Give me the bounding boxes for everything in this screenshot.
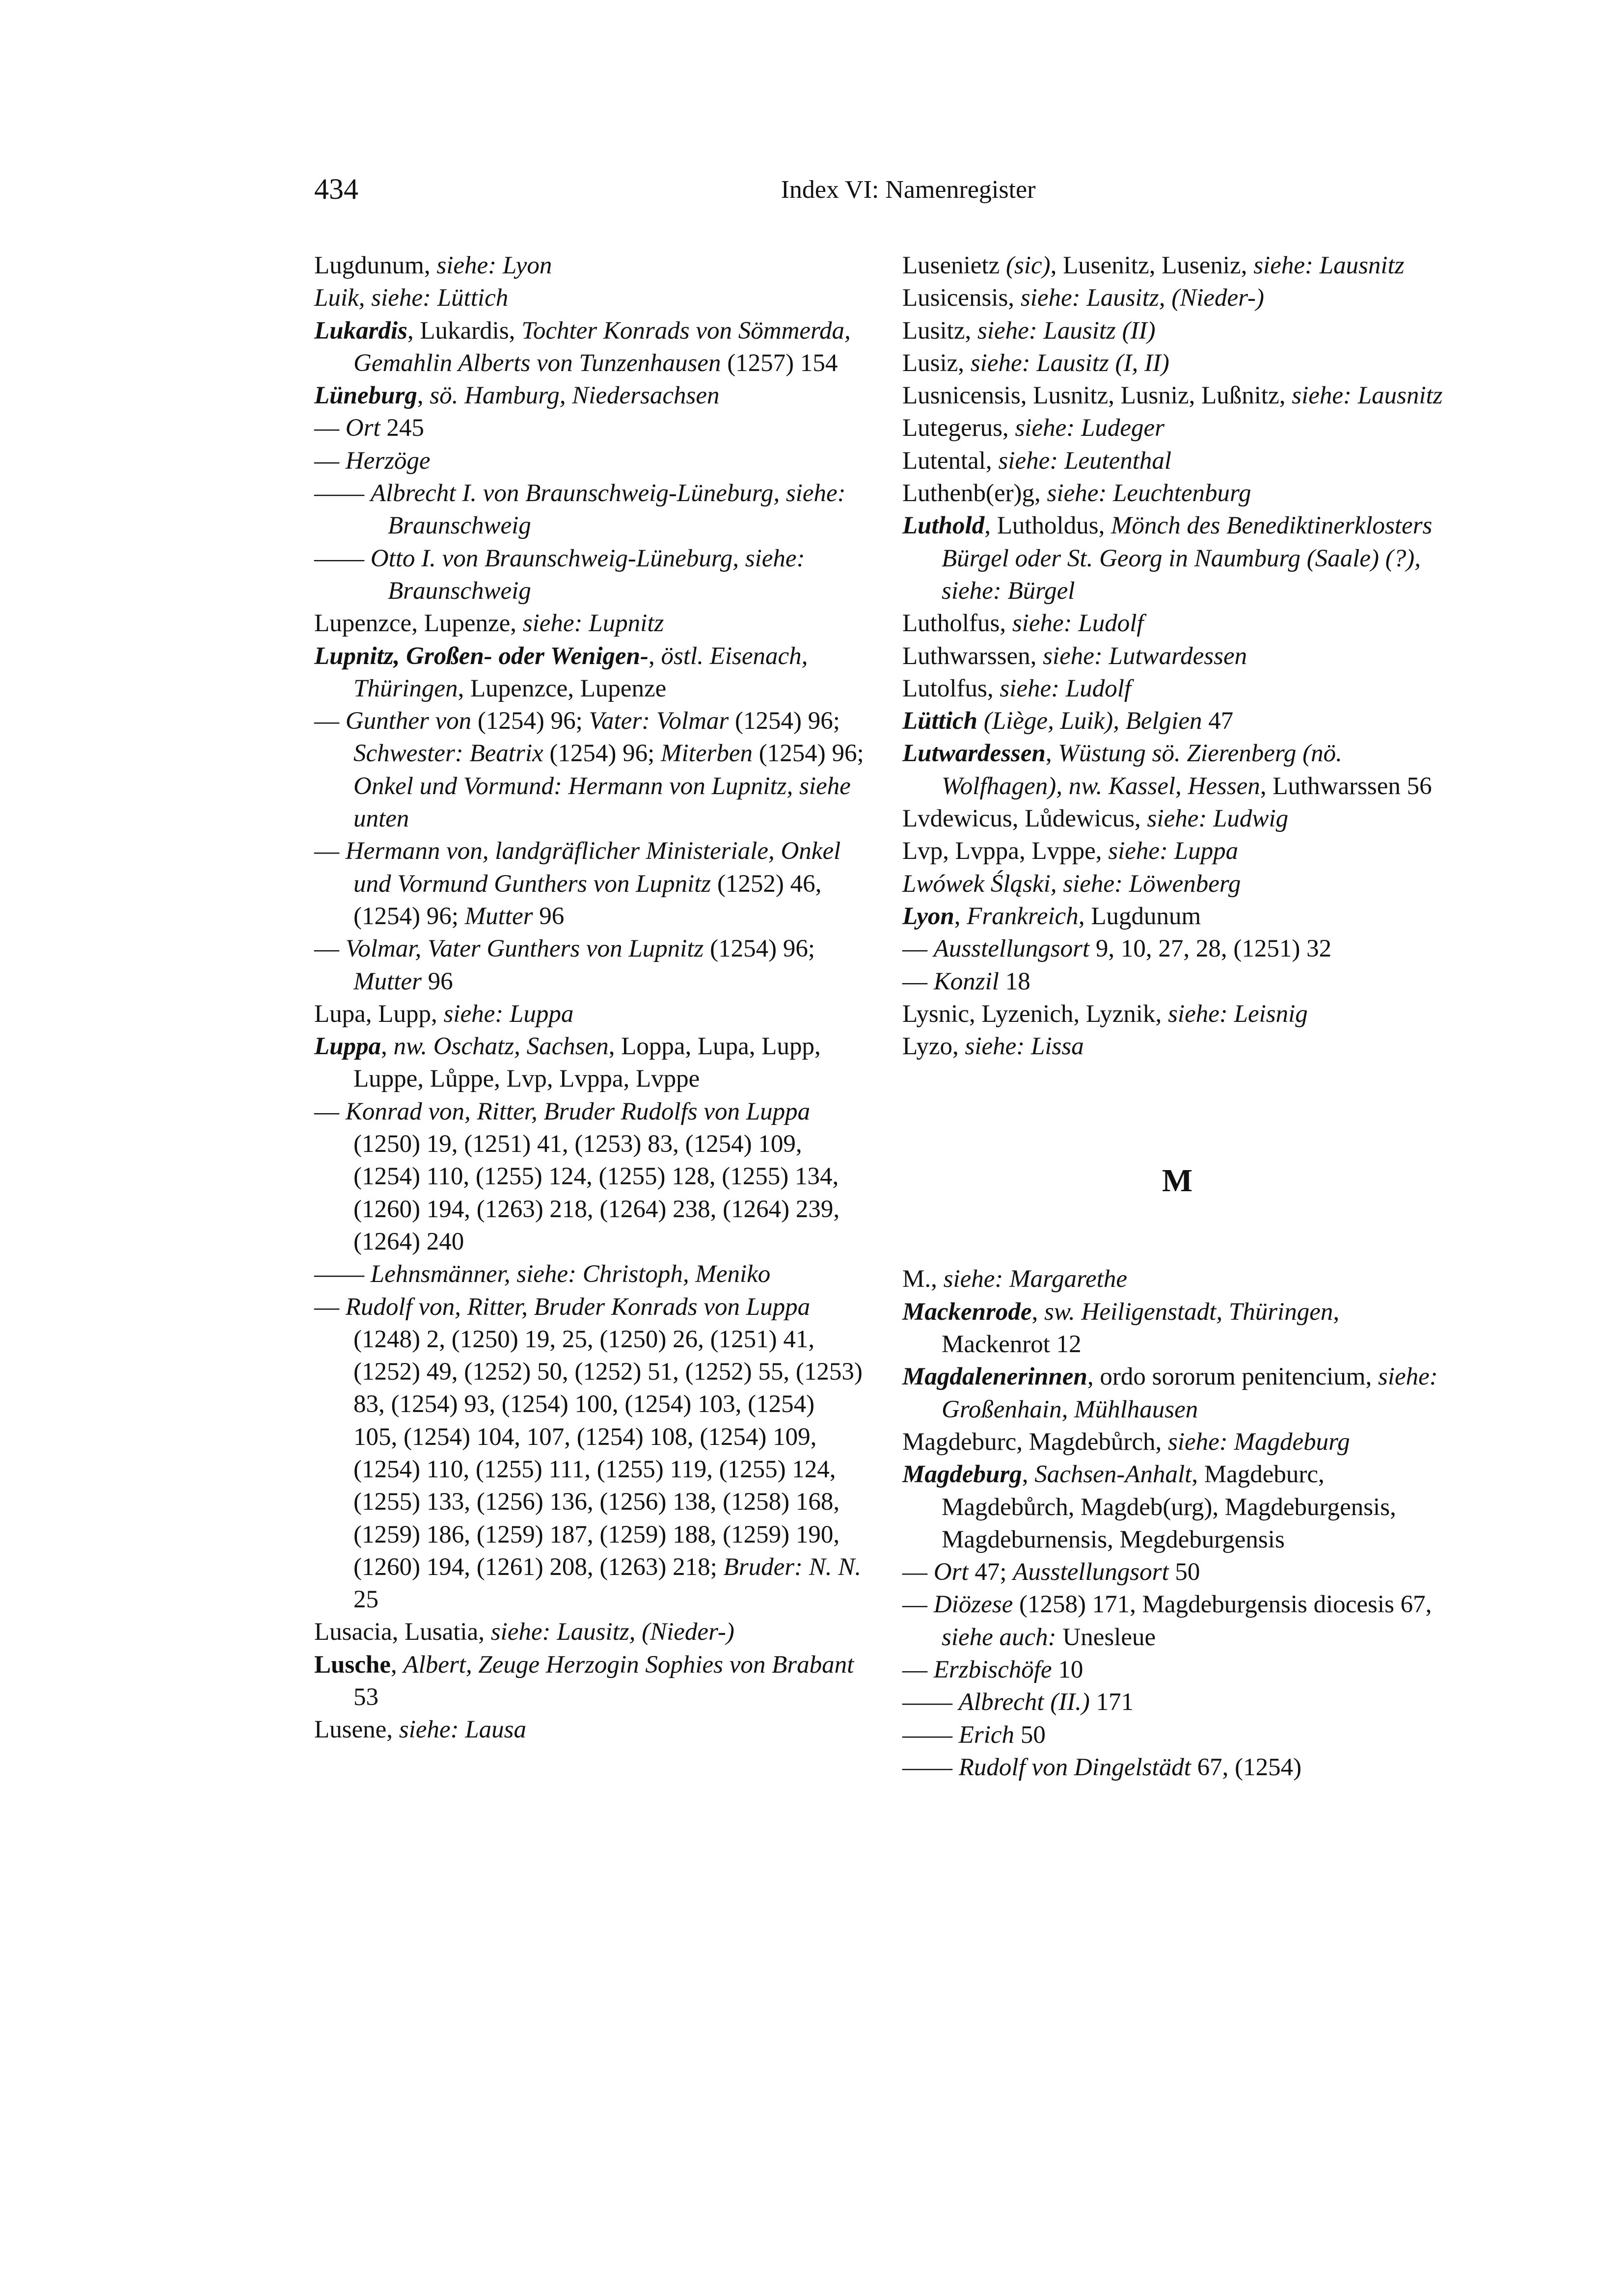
entry-text: , (390, 1651, 404, 1679)
entry-text: Lusnicensis, Lusnitz, Lusniz, Lußnitz, (902, 382, 1292, 410)
entry-text: Lusicensis, (902, 284, 1021, 312)
entry-text: siehe: Lutwardessen (1043, 642, 1247, 670)
entry-text: Schwester: Beatrix (353, 740, 543, 768)
index-entry (902, 1588, 1452, 1654)
entry-text: Lyon (902, 902, 954, 930)
entry-text: Lüneburg (314, 382, 417, 410)
entry-text: Lutolfus, (902, 674, 1000, 702)
entry-text: siehe: Margarethe (943, 1265, 1127, 1293)
entry-text: (1248) 2, (1250) 19, 25, (1250) 26, (1251) 41, (1252) 49, (1252) 50, (1252) 51, (1252) 55, (1253) 83, (1254) 93, (1254) 100, (1254) 103, (1254) 105, (1254) 104, 107, (1254) 108, (1254) 109, (1254) 110, (1255) 111, (1255) 119, (1255) 124, (1255) 133, (1256) 136, (1256) 138, (1258) 168, (1259) 186, (1259) 187, (1259) 188, (1259) 190, (1260) 194, (1261) 208, (1263) 218; (353, 1325, 863, 1581)
entry-text: siehe: Ludolf (1012, 610, 1144, 638)
entry-text: —— (314, 544, 371, 572)
section-heading-m: M (1162, 1163, 1193, 1199)
entry-text: Herzöge (345, 447, 431, 475)
entry-text: , Lutholdus, (984, 512, 1111, 540)
index-section-m (902, 1263, 1452, 1784)
index-entry (902, 1030, 1452, 1063)
index-entry (314, 1616, 864, 1648)
entry-text: Lupa, Lupp, (314, 1000, 444, 1028)
entry-text: 96 (421, 967, 453, 995)
entry-text: M., (902, 1265, 944, 1293)
entry-text: Lusiz, (902, 349, 971, 377)
index-entry (902, 640, 1452, 672)
index-entry (902, 1556, 1452, 1588)
index-entry (314, 933, 864, 998)
entry-text: Bruder: N. N. (723, 1553, 862, 1581)
entry-text: siehe: Lyon (436, 252, 552, 279)
entry-text: 18 (999, 967, 1030, 995)
index-entry (314, 1649, 864, 1714)
index-entry (902, 347, 1452, 379)
entry-text: —— (314, 480, 371, 507)
entry-text: (1258) 171, Magdeburgensis diocesis 67, (1013, 1591, 1432, 1619)
index-entry (902, 282, 1452, 314)
entry-text: Lusche (314, 1651, 391, 1679)
entry-text: 10 (1052, 1655, 1083, 1683)
entry-text: —— (902, 1721, 959, 1749)
entry-text: siehe: Lausitz (I, II) (970, 349, 1169, 377)
index-entry (902, 1263, 1452, 1295)
entry-text: Frankreich (967, 902, 1079, 930)
index-entry (314, 998, 864, 1030)
entry-text: Ort (345, 414, 380, 442)
entry-text: (1254) 96; (471, 707, 589, 735)
entry-text: — (902, 935, 934, 963)
entry-text: , (1045, 740, 1058, 768)
index-entry (902, 379, 1452, 412)
entry-text: , (381, 1033, 394, 1061)
entry-text: , Magdeburc, Magdebůrch, Magdeb(urg), Magdeburgensis, Magdeburnensis, Megdeburgensis (942, 1461, 1396, 1553)
entry-text: Rudolf von, Ritter, Bruder Konrads von Luppa (345, 1293, 811, 1321)
entry-text: Mutter (464, 902, 533, 930)
entry-text: , Lusenitz, Luseniz, (1050, 252, 1254, 279)
entry-text: 53 (353, 1683, 379, 1711)
entry-text: 171 (1089, 1688, 1134, 1716)
entry-text: Mackenrode (902, 1298, 1032, 1326)
entry-text: — (314, 935, 346, 963)
entry-text: , (1031, 1298, 1044, 1326)
entry-text: siehe: Lupnitz (522, 610, 664, 638)
entry-text: , (954, 902, 967, 930)
index-entry (902, 705, 1452, 737)
entry-text: , (1022, 1461, 1035, 1489)
entry-text: Gunther von (345, 707, 472, 735)
entry-text: siehe auch: (942, 1623, 1056, 1651)
index-entry (314, 835, 864, 933)
index-entry (902, 802, 1452, 835)
index-entry (902, 835, 1452, 867)
entry-text: siehe: Luppa (1108, 837, 1239, 865)
entry-text: Albrecht (II.) (958, 1688, 1090, 1716)
entry-text: Lutholfus, (902, 610, 1012, 638)
entry-text: Onkel und Vormund: Hermann von Lupnitz, siehe unten (353, 772, 851, 833)
index-column-right (902, 249, 1452, 1784)
entry-text: Konrad von, Ritter, Bruder Rudolfs von Luppa (345, 1097, 811, 1125)
entry-text: , Mackenrot 12 (942, 1298, 1340, 1359)
entry-text: 50 (1014, 1721, 1046, 1749)
index-entry (314, 477, 864, 542)
entry-text: (1254) 96; (752, 740, 864, 768)
index-entry (902, 412, 1452, 444)
index-entry (902, 1751, 1452, 1784)
entry-text: , Lupenzce, Lupenze (458, 674, 667, 702)
entry-text: Albert, Zeuge Herzogin Sophies von Brabant (403, 1651, 854, 1679)
index-entry (314, 1258, 864, 1290)
entry-text: Luppa (314, 1033, 381, 1061)
index-entry (314, 315, 864, 380)
entry-text: Lutwardessen (902, 740, 1046, 768)
index-entry (902, 672, 1452, 705)
page-number: 434 (314, 173, 358, 205)
entry-text: Lusene, (314, 1716, 399, 1744)
entry-text: — (902, 1591, 934, 1619)
index-entry (902, 509, 1452, 607)
entry-text: Lwówek Śląski, siehe: Löwenberg (902, 870, 1241, 898)
entry-text: Mutter (353, 967, 422, 995)
entry-text: siehe: Lausitz (II) (977, 317, 1156, 345)
entry-text: —— (314, 1260, 371, 1288)
entry-text: sw. Heiligenstadt, Thüringen (1044, 1298, 1333, 1326)
entry-text: nw. Oschatz, Sachsen (393, 1033, 609, 1061)
index-entry (902, 965, 1452, 998)
entry-text: —— (902, 1688, 959, 1716)
entry-text: 25 (353, 1586, 379, 1614)
entry-text: Lvp, Lvppa, Lvppe, (902, 837, 1109, 865)
entry-text: Lvdewicus, Lůdewicus, (902, 805, 1147, 833)
entry-text: 47 (1202, 707, 1234, 735)
index-entry (314, 445, 864, 477)
entry-text: Albrecht I. von Braunschweig-Lüneburg, siehe: Braunschweig (370, 480, 846, 540)
entry-text: Lutegerus, (902, 414, 1015, 442)
entry-text: siehe: Ludeger (1015, 414, 1164, 442)
entry-text: — (314, 414, 346, 442)
entry-text: , ordo sororum penitencium, (1087, 1363, 1378, 1391)
entry-text: , Loppa, Lupa, Lupp, Luppe, Lůppe, Lvp, Lvppa, Lvppe (353, 1033, 821, 1093)
index-entry (314, 1713, 864, 1746)
entry-text: siehe: Lausnitz (1253, 252, 1405, 279)
entry-text: — (314, 1097, 346, 1125)
entry-text: (Liège, Luik), Belgien (983, 707, 1202, 735)
index-entry (314, 379, 864, 412)
entry-text: (sic) (1006, 252, 1051, 279)
entry-text: siehe: Luppa (443, 1000, 574, 1028)
index-entry (314, 542, 864, 608)
entry-text: Wüstung sö. Zierenberg (nö. Wolfhagen), nw. Kassel, Hessen (942, 740, 1342, 800)
index-entry (314, 249, 864, 282)
entry-text: , Lugdunum (1078, 902, 1201, 930)
entry-text: Lutental, (902, 447, 999, 475)
entry-text: Ausstellungsort (933, 935, 1090, 963)
entry-text: Ort (933, 1558, 969, 1586)
entry-text: — (314, 447, 346, 475)
entry-text: Tochter Konrads von Sömmerda, Gemahlin Alberts von Tunzenhausen (353, 317, 851, 377)
entry-text: (1254) 96; (543, 740, 661, 768)
entry-text: 9, 10, 27, 28, (1251) 32 (1089, 935, 1332, 963)
entry-text: Erich (958, 1721, 1015, 1749)
entry-text: Erzbischöfe (933, 1655, 1052, 1683)
entry-text: 245 (380, 414, 424, 442)
index-entry (314, 640, 864, 705)
entry-text: siehe: Lausitz, (Nieder-) (490, 1618, 734, 1646)
entry-text: Unesleue (1056, 1623, 1156, 1651)
entry-text: — (902, 1655, 934, 1683)
entry-text: Luthenb(er)g, (902, 480, 1047, 507)
entry-text: Vater: Volmar (589, 707, 729, 735)
running-head: Index VI: Namenregister (781, 176, 1036, 204)
index-entry (314, 1291, 864, 1616)
entry-text: Ausstellungsort (1013, 1558, 1169, 1586)
index-entry (902, 315, 1452, 347)
index-entry (902, 737, 1452, 802)
entry-text: siehe: Ludwig (1147, 805, 1289, 833)
entry-text: Konzil (933, 967, 999, 995)
entry-text: — (314, 1293, 346, 1321)
entry-text: , (649, 642, 661, 670)
index-entry (902, 900, 1452, 933)
index-entry (314, 412, 864, 444)
entry-text: siehe: Leuchtenburg (1047, 480, 1251, 507)
entry-text (977, 707, 984, 735)
entry-text: 50 (1168, 1558, 1200, 1586)
entry-text: 96 (533, 902, 565, 930)
entry-text: Magdalenerinnen (902, 1363, 1087, 1391)
entry-text: Sachsen-Anhalt (1034, 1461, 1192, 1489)
entry-text: , (417, 382, 430, 410)
entry-text: Lyzo, (902, 1033, 965, 1061)
index-entry (902, 477, 1452, 509)
index-entry (314, 607, 864, 640)
index-entry (314, 1030, 864, 1095)
index-entry (902, 868, 1452, 900)
index-entry (902, 249, 1452, 282)
entry-text: (1254) 96; (704, 935, 815, 963)
entry-text: , Luthwarssen 56 (1260, 772, 1432, 800)
entry-text: —— (902, 1753, 959, 1781)
index-entry (314, 705, 864, 835)
entry-text: 67, (1254) (1191, 1753, 1302, 1781)
index-entry (902, 1426, 1452, 1458)
entry-text: Lysnic, Lyzenich, Lyznik, (902, 1000, 1168, 1028)
entry-text: Lukardis (314, 317, 407, 345)
index-entry (902, 1719, 1452, 1751)
entry-text: Luthold (902, 512, 985, 540)
entry-text: — (314, 707, 346, 735)
entry-text: siehe: Lissa (965, 1033, 1084, 1061)
entry-text: siehe: Ludolf (1000, 674, 1132, 702)
entry-text: Lusacia, Lusatia, (314, 1618, 491, 1646)
entry-text: siehe: Lausa (399, 1716, 527, 1744)
entry-text: siehe: Lausnitz (1292, 382, 1443, 410)
entry-text: Magdeburc, Magdebůrch, (902, 1428, 1168, 1456)
entry-text: östl. Eisenach, Thüringen (353, 642, 808, 702)
entry-text: Hermann von, landgräflicher Ministeriale, Onkel und Vormund Gunthers von Lupnitz (345, 837, 841, 898)
entry-text: Mönch des Benediktinerklosters Bürgel oder St. Georg in Naumburg (Saale) (?), siehe: Bürgel (942, 512, 1433, 605)
entry-text: Magdeburg (902, 1461, 1022, 1489)
entry-text: siehe: Großenhain, Mühlhausen (942, 1363, 1438, 1423)
index-column-left (314, 249, 864, 1746)
index-entry (314, 282, 864, 314)
index-section-l-continued (902, 249, 1452, 1063)
entry-text: Lusenietz (902, 252, 1006, 279)
entry-text: Lupnitz, Großen- oder Wenigen- (314, 642, 649, 670)
entry-text: (1254) 96; (729, 707, 840, 735)
entry-text: siehe: Leutenthal (998, 447, 1172, 475)
entry-text: Luthwarssen, (902, 642, 1043, 670)
entry-text: (1250) 19, (1251) 41, (1253) 83, (1254) 109, (1254) 110, (1255) 124, (1255) 128, (1255) 134, (1260) 194, (1263) 218, (1264) 238, (1264) 239, (1264) 240 (353, 1130, 840, 1255)
entry-text: (1252) 46, (1254) 96; (353, 870, 822, 930)
index-entry (314, 1095, 864, 1258)
entry-text: Lehnsmänner, siehe: Christoph, Meniko (370, 1260, 771, 1288)
index-entry (902, 1361, 1452, 1426)
entry-text: Luik, siehe: Lüttich (314, 284, 509, 312)
entry-text: Diözese (933, 1591, 1013, 1619)
entry-text: Otto I. von Braunschweig-Lüneburg, siehe: Braunschweig (370, 544, 805, 605)
entry-text: , Lukardis, (407, 317, 522, 345)
index-entry (902, 1654, 1452, 1686)
entry-text: — (902, 1558, 934, 1586)
entry-text: siehe: Lausitz, (Nieder-) (1020, 284, 1264, 312)
index-entry (902, 445, 1452, 477)
entry-text: (1257) 154 (721, 349, 838, 377)
index-entry (902, 1686, 1452, 1718)
entry-text: Lusitz, (902, 317, 977, 345)
entry-text: — (902, 967, 934, 995)
entry-text: Lupenzce, Lupenze, (314, 610, 523, 638)
entry-text: sö. Hamburg, Niedersachsen (430, 382, 720, 410)
index-entry (902, 998, 1452, 1030)
entry-text: Miterben (661, 740, 753, 768)
entry-text: siehe: Leisnig (1168, 1000, 1308, 1028)
entry-text: Volmar, Vater Gunthers von Lupnitz (345, 935, 704, 963)
index-entry (902, 607, 1452, 640)
entry-text: Lüttich (902, 707, 978, 735)
index-entry (902, 1296, 1452, 1361)
entry-text: 47; (968, 1558, 1013, 1586)
entry-text: — (314, 837, 346, 865)
entry-text: Lugdunum, (314, 252, 437, 279)
entry-text: Rudolf von Dingelstädt (958, 1753, 1191, 1781)
entry-text: siehe: Magdeburg (1167, 1428, 1350, 1456)
index-entry (902, 1458, 1452, 1556)
index-entry (902, 933, 1452, 965)
